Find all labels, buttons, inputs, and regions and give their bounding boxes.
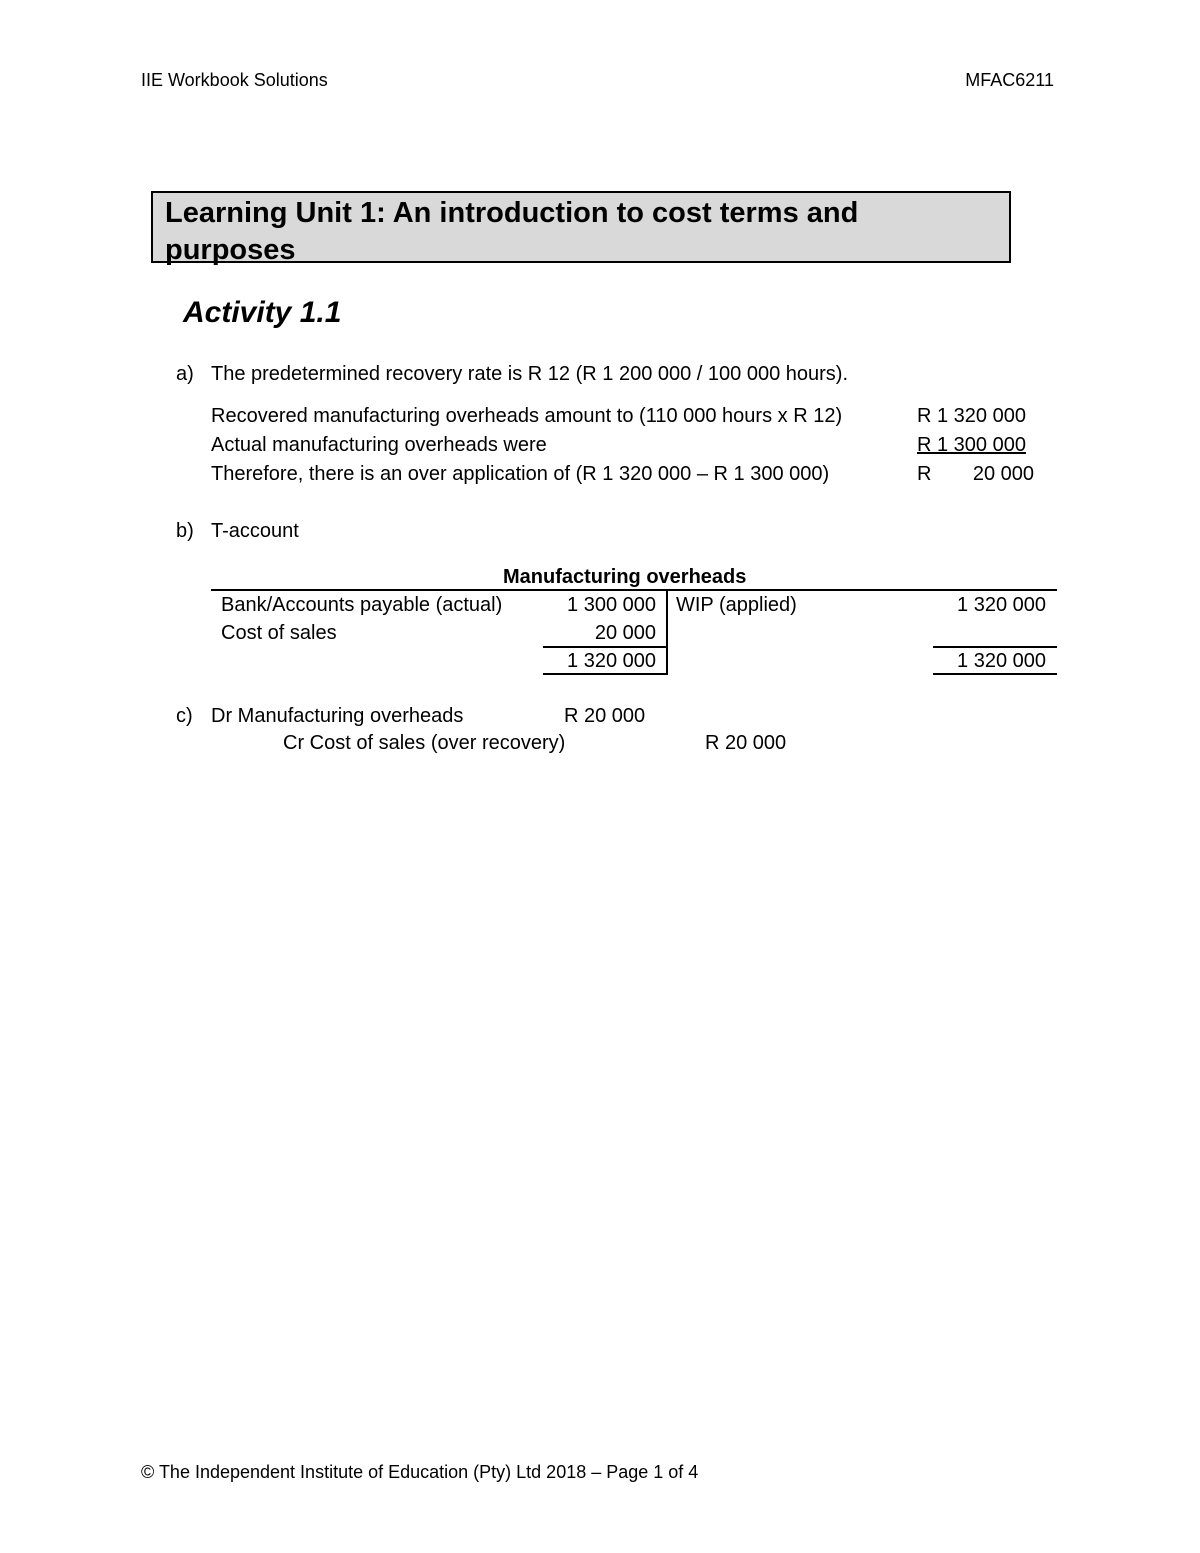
part-c-dr-amount: R 20 000 bbox=[564, 705, 646, 727]
t-account-credit-total-rule bbox=[933, 673, 1057, 675]
t-account-credit-row1-amount: 1 320 000 bbox=[957, 594, 1046, 616]
t-account-debit-row1-amount: 1 300 000 bbox=[567, 594, 656, 616]
part-a-row3-desc: Therefore, there is an over application of (R 1 320 000 – R 1 300 000) bbox=[211, 463, 830, 485]
t-account-credit-subtotal-rule bbox=[933, 646, 1057, 648]
part-c-label: c) bbox=[176, 705, 193, 727]
t-account-debit-total: 1 320 000 bbox=[567, 650, 656, 672]
part-c-dr-desc: Dr Manufacturing overheads bbox=[211, 705, 464, 727]
footer-copyright: © The Independent Institute of Education (Pty) Ltd 2018 – Page 1 of 4 bbox=[141, 1462, 699, 1482]
part-a-row1-amount: R 1 320 000 bbox=[917, 405, 1026, 427]
learning-unit-title-line1: Learning Unit 1: An introduction to cost terms and bbox=[165, 197, 859, 229]
t-account-debit-row2-amount: 20 000 bbox=[594, 622, 656, 644]
t-account-credit-total: 1 320 000 bbox=[957, 650, 1046, 672]
part-c-cr-amount: R 20 000 bbox=[705, 732, 787, 754]
header-right: MFAC6211 bbox=[965, 70, 1054, 90]
part-a-row3-amount: 20 000 bbox=[972, 463, 1034, 485]
part-b-text: T-account bbox=[211, 520, 299, 542]
header-left: IIE Workbook Solutions bbox=[141, 70, 328, 90]
part-a-row1-desc: Recovered manufacturing overheads amount to (110 000 hours x R 12) bbox=[211, 405, 843, 427]
part-a-text: The predetermined recovery rate is R 12 (R 1 200 000 / 100 000 hours). bbox=[211, 363, 849, 385]
t-account-top-rule bbox=[211, 589, 1057, 591]
part-a-row2-desc: Actual manufacturing overheads were bbox=[211, 434, 547, 456]
t-account-center-rule bbox=[666, 589, 668, 675]
t-account-credit-row1-desc: WIP (applied) bbox=[676, 594, 797, 616]
part-c-cr-desc: Cr Cost of sales (over recovery) bbox=[283, 732, 566, 754]
t-account-title: Manufacturing overheads bbox=[503, 566, 747, 588]
t-account-debit-total-rule bbox=[543, 673, 667, 675]
learning-unit-title-line2: purposes bbox=[165, 234, 296, 266]
learning-unit-title-box bbox=[151, 191, 1011, 266]
part-a-row2-amount: R 1 300 000 bbox=[917, 434, 1026, 456]
t-account-debit-subtotal-rule bbox=[543, 646, 667, 648]
t-account-debit-row1-desc: Bank/Accounts payable (actual) bbox=[221, 594, 503, 616]
t-account-debit-row2-desc: Cost of sales bbox=[221, 622, 337, 644]
part-a-label: a) bbox=[176, 363, 194, 385]
part-a-row3-currency: R bbox=[917, 463, 932, 485]
part-b-label: b) bbox=[176, 520, 194, 542]
activity-title: Activity 1.1 bbox=[183, 296, 342, 329]
